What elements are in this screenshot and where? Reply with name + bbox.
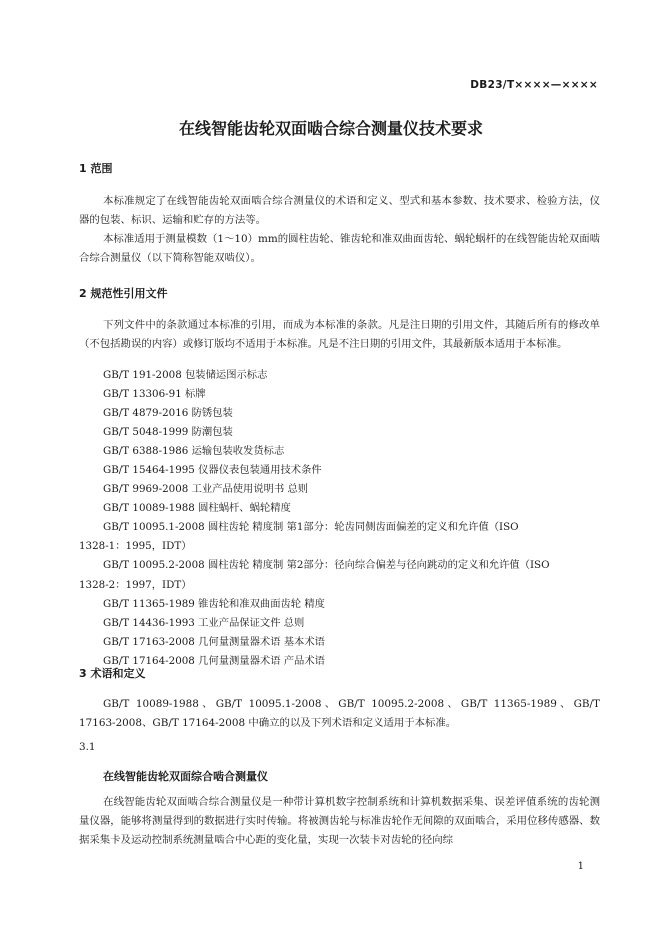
reference-item-continuation: 1328-1：1995，IDT） <box>79 540 192 553</box>
reference-item: GB/T 15464-1995 仪器仪表包装通用技术条件 <box>103 464 322 477</box>
section-1-paragraph-2: 本标准适用于测量模数（1～10）mm的圆柱齿轮、锥齿轮和准双曲面齿轮、蜗轮蜗杆的在线智能齿轮双面啮合综合测量仪（以下简称智能双啮仪）。 <box>79 233 600 264</box>
reference-item: GB/T 17164-2008 几何量测量器术语 产品术语 <box>103 654 325 667</box>
reference-item: GB/T 6388-1986 运输包装收发货标志 <box>103 445 285 458</box>
reference-item: GB/T 191-2008 包装储运图示标志 <box>103 369 268 381</box>
reference-item: GB/T 10089-1988 圆柱蜗杆、蜗轮精度 <box>103 502 291 515</box>
reference-item: GB/T 11365-1989 锥齿轮和准双曲面齿轮 精度 <box>103 597 325 610</box>
section-2-paragraph-1: 下列文件中的条款通过本标准的引用，而成为本标准的条款。凡是注日期的引用文件，其随后所有的修改单（不包括勘误的内容）或修订版均不适用于本标准。凡是不注日期的引用文件，其最新版本适用于本标准。 <box>79 319 600 350</box>
reference-item-continuation: 1328-2：1997，IDT） <box>79 578 192 591</box>
reference-item-wrapped-line-1: GB/T 10095.1-2008 圆柱齿轮 精度制 第1部分：轮齿同侧齿面偏差的定义和允许值（ISO <box>103 521 519 534</box>
page-number: 1 <box>577 861 584 872</box>
reference-item: GB/T 13306-91 标牌 <box>103 388 206 401</box>
reference-item-wrapped-line-1: GB/T 10095.2-2008 圆柱齿轮 精度制 第2部分：径向综合偏差与径向跳动的定义和允许值（ISO <box>103 559 550 572</box>
section-1-paragraph-1: 本标准规定了在线智能齿轮双面啮合综合测量仪的术语和定义、型式和基本参数、技术要求、检验方法，仪器的包装、标识、运输和贮存的方法等。 <box>79 195 600 226</box>
reference-item: GB/T 9969-2008 工业产品使用说明书 总则 <box>103 483 309 496</box>
reference-item: GB/T 4879-2016 防锈包装 <box>103 407 233 420</box>
section-1-heading: 1 范围 <box>79 162 113 175</box>
reference-item: GB/T 5048-1999 防潮包装 <box>103 426 233 439</box>
normative-references-list <box>79 366 603 671</box>
subsection-number: 3.1 <box>79 741 96 753</box>
document-title: 在线智能齿轮双面啮合综合测量仪技术要求 <box>178 119 483 138</box>
reference-item: GB/T 14436-1993 工业产品保证文件 总则 <box>103 616 305 629</box>
section-3-paragraph-1: GB/T 10089-1988、GB/T 10095.1-2008、GB/T 10095.2-2008、GB/T 11365-1989、GB/T 17163-2008、GB/T 17164-2008 中确立的以及下列术语和定义适用于本标准。 <box>79 698 600 729</box>
subsection-paragraph: 在线智能齿轮双面啮合综合测量仪是一种带计算机数字控制系统和计算机数据采集、误差评值系统的齿轮测量仪器，能够将测量得到的数据进行实时传输。将被测齿轮与标准齿轮作无间隙的双面啮合，采用位移传感器、数据采集卡及运动控制系统测量啮合中心距的变化量，实现一次装卡对齿轮的径向综 <box>79 796 600 846</box>
reference-item: GB/T 17163-2008 几何量测量器术语 基本术语 <box>103 635 325 648</box>
section-2-heading: 2 规范性引用文件 <box>79 287 168 300</box>
document-code: DB23/T××××—×××× <box>470 79 598 91</box>
subsection-title: 在线智能齿轮双面综合啮合测量仪 <box>103 770 268 783</box>
section-3-heading: 3 术语和定义 <box>79 667 146 680</box>
